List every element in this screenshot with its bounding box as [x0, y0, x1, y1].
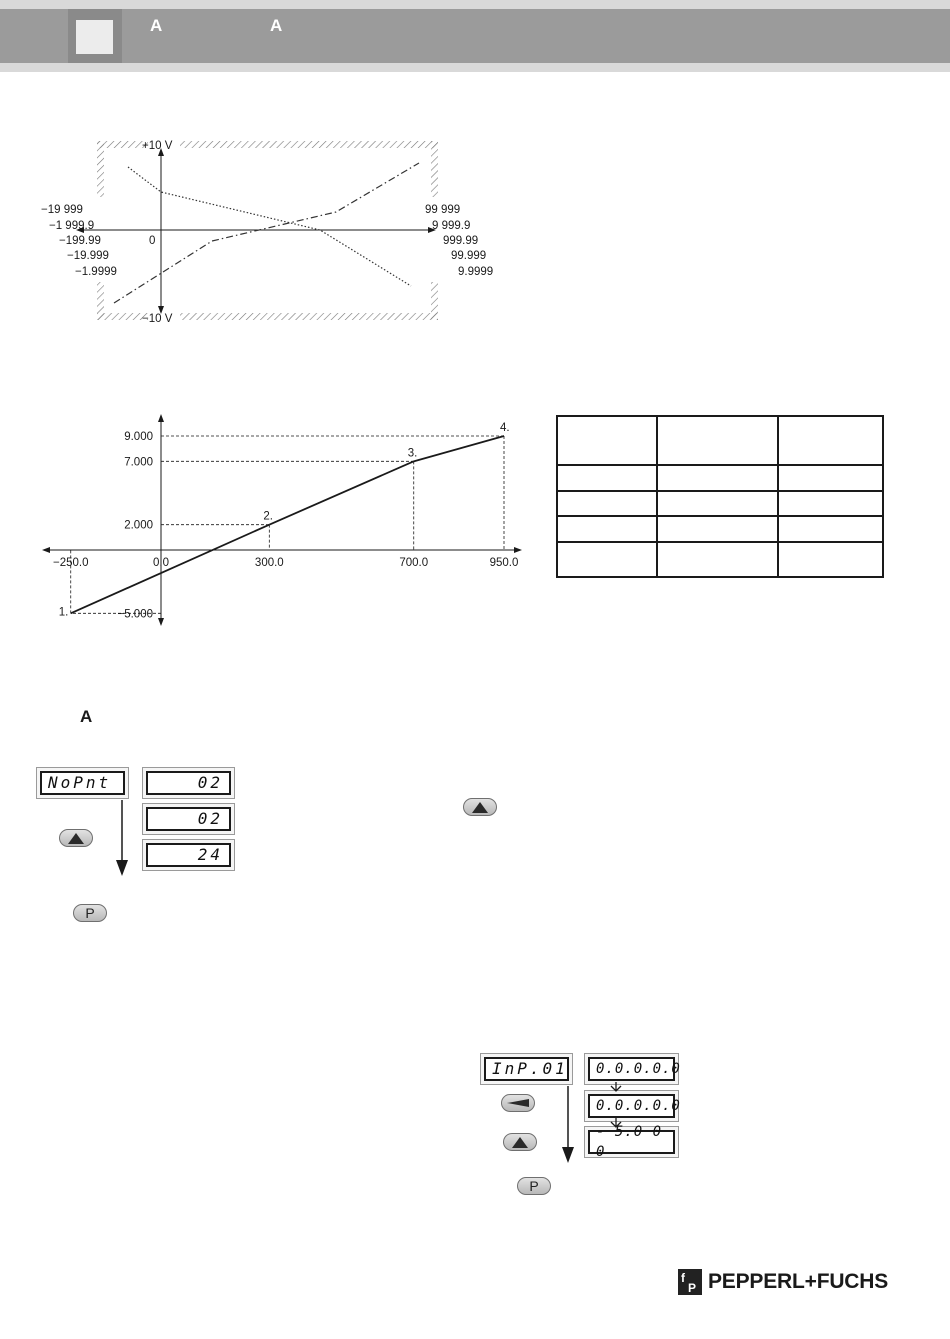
sequence-arrow-down-icon: [560, 1086, 576, 1166]
header-bar: [0, 9, 950, 63]
pepperl-fuchs-logo: [678, 1267, 888, 1297]
p-key[interactable]: [73, 904, 107, 922]
arrow-up-triangle-icon: [472, 802, 488, 813]
lcd-value-display: [584, 1090, 679, 1122]
lcd-value-display: [142, 839, 235, 871]
point-label: 3.: [407, 447, 418, 460]
table-cell: [778, 491, 883, 516]
dotted-curve: [128, 167, 411, 286]
table-cell: [557, 416, 657, 465]
left-range-label: −199.99: [59, 235, 101, 247]
table-cell: [778, 416, 883, 465]
lcd-value-display: [142, 767, 235, 799]
lcd-parameter-text: NoPnt: [40, 771, 125, 795]
table-cell: [657, 465, 778, 491]
sequence-arrow-down-icon: [114, 800, 130, 878]
table-row: [557, 542, 883, 577]
up-key[interactable]: [463, 798, 497, 816]
logo-text: PEPPERL+FUCHS: [708, 1270, 889, 1293]
points-table: [556, 415, 884, 578]
svg-text:P: P: [688, 1281, 697, 1295]
table-cell: [778, 465, 883, 491]
header-letter-1: A: [150, 16, 163, 35]
lcd-value-text: 02: [146, 771, 231, 795]
chart-y-arrow-down-icon: [158, 618, 164, 626]
chart-y-arrow-up-icon: [158, 414, 164, 422]
lcd-value-text: 0.0.0.0.0: [588, 1094, 675, 1118]
svg-text:f: f: [681, 1271, 685, 1285]
lcd-parameter-display: [36, 767, 129, 799]
point-label: 2.: [263, 510, 273, 523]
left-range-label: −1.9999: [75, 266, 117, 278]
table-cell: [557, 516, 657, 542]
table-row: [557, 516, 883, 542]
x-tick-label: −250.0: [52, 557, 89, 569]
label-minus-10v: −10 V: [142, 313, 173, 325]
table-row: [557, 465, 883, 491]
digit-cursor-arrow-icon: [606, 1081, 626, 1093]
y-tick-label: 7.000: [124, 456, 153, 469]
series-segment: [414, 436, 504, 461]
lcd-value-display: [584, 1053, 679, 1085]
right-range-label: 99 999: [425, 204, 461, 216]
table-cell: [657, 491, 778, 516]
arrow-left-wedge-icon: [507, 1099, 529, 1107]
left-range-label: −1 999.9: [49, 220, 95, 232]
scaling-chart: [30, 410, 530, 635]
x-tick-label: 700.0: [399, 557, 429, 569]
lcd-value-text: 0.0.0.0.0: [588, 1057, 675, 1081]
table-cell: [557, 491, 657, 516]
right-range-label: 99.999: [451, 250, 487, 262]
table-row: [557, 416, 883, 465]
y-tick-label: −5.000: [117, 608, 153, 621]
section-letter: A: [80, 707, 93, 726]
table-cell: [657, 542, 778, 577]
label-plus-10v: +10 V: [142, 140, 173, 152]
left-range-label: −19.999: [67, 250, 109, 262]
left-key[interactable]: [501, 1094, 535, 1112]
lcd-value-display: [584, 1126, 679, 1158]
y-tick-label: 2.000: [124, 519, 153, 532]
dash-dot-curve: [114, 163, 419, 303]
lcd-value-text: 24: [146, 843, 231, 867]
left-range-label: −19 999: [41, 204, 83, 216]
pf-logo-mark-icon: [678, 1269, 702, 1295]
point-label: 1.: [58, 606, 69, 619]
lcd-parameter-text: InP.01: [484, 1057, 569, 1081]
right-range-label: 999.99: [443, 235, 479, 247]
point-label: 4.: [500, 422, 510, 434]
up-key[interactable]: [503, 1133, 537, 1151]
chart-x-arrow-left-icon: [42, 547, 50, 553]
header-letter-2: A: [270, 16, 283, 35]
header-top-stripe: [0, 0, 950, 9]
series-segment: [71, 525, 270, 614]
table-cell: [557, 542, 657, 577]
header-bottom-stripe: [0, 63, 950, 72]
lcd-parameter-display: [480, 1053, 573, 1085]
table-cell: [557, 465, 657, 491]
p-key-label: P: [529, 1178, 539, 1194]
table-cell: [778, 542, 883, 577]
y-tick-label: 9.000: [124, 431, 153, 443]
x-tick-label: 950.0: [489, 557, 519, 569]
x-tick-label: 0.0: [153, 557, 169, 569]
table-row: [557, 491, 883, 516]
digit-cursor-arrow-icon: [606, 1117, 626, 1129]
x-tick-label: 300.0: [254, 557, 284, 569]
header-chapter-box: [76, 20, 113, 54]
table-cell: [778, 516, 883, 542]
lcd-value-text: - 5.0 0 0: [588, 1130, 675, 1154]
arrow-up-triangle-icon: [512, 1137, 528, 1148]
label-origin: 0: [149, 235, 156, 247]
lcd-value-text: 02: [146, 807, 231, 831]
voltage-range-diagram: [0, 120, 520, 330]
table-cell: [657, 416, 778, 465]
up-key[interactable]: [59, 829, 93, 847]
p-key[interactable]: [517, 1177, 551, 1195]
right-range-label: 9 999.9: [432, 220, 471, 232]
chart-x-arrow-right-icon: [514, 547, 522, 553]
arrow-up-triangle-icon: [68, 833, 84, 844]
p-key-label: P: [85, 905, 95, 921]
series-segment: [269, 461, 413, 524]
table-cell: [657, 516, 778, 542]
right-range-label: 9.9999: [458, 266, 494, 278]
lcd-value-display: [142, 803, 235, 835]
